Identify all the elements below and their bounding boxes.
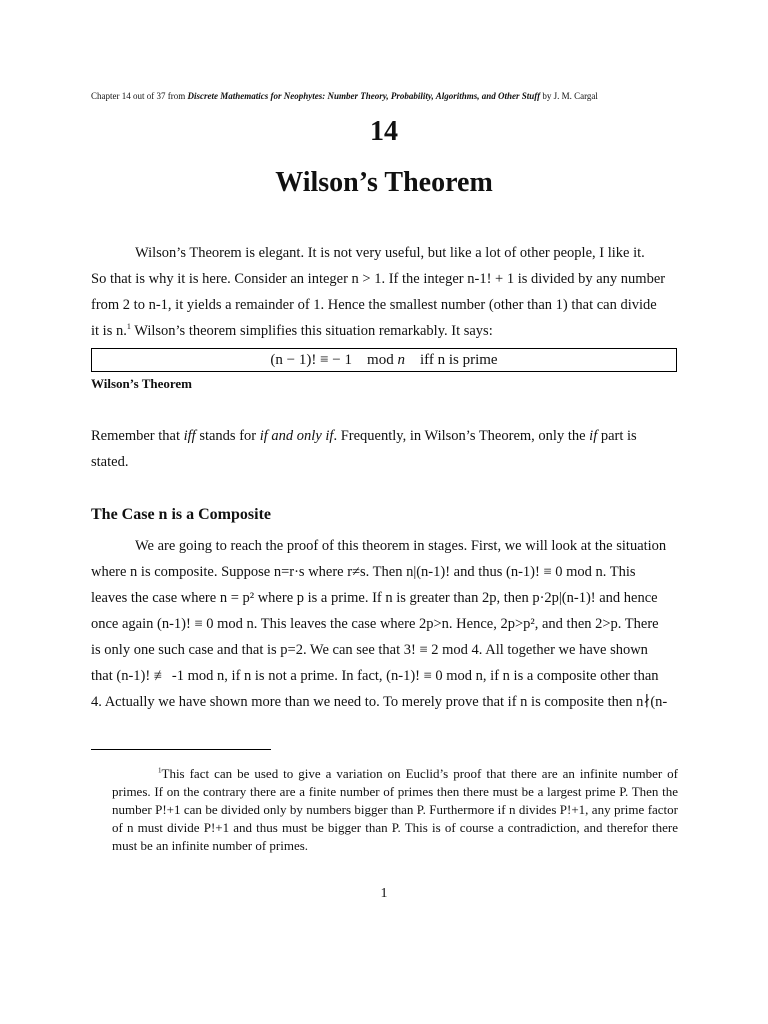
- header-prefix: Chapter 14 out of 37 from: [91, 91, 188, 101]
- section-heading: The Case n is a Composite: [91, 506, 272, 523]
- intro-line: So that is why it is here. Consider an integer n > 1. If the integer n-1! + 1 is divided by any number: [91, 271, 666, 287]
- footnote-reference: 1: [126, 322, 131, 332]
- footnote: [112, 765, 678, 855]
- intro-line: it is n.$^1$ Wilson’s theorem simplifies this situation remarkably. It says:: [91, 322, 493, 339]
- composite-line: once again (n-1)! ≡ 0 mod n. This leaves the case where 2p>n. Hence, 2p>p², and then 2>p. There: [91, 616, 659, 632]
- footnote-divider: [91, 749, 271, 750]
- formula-mod: mod: [367, 352, 398, 368]
- formula-modulus: n: [397, 352, 405, 368]
- theorem-label: Wilson’s Theorem: [91, 376, 193, 391]
- composite-line: is only one such case and that is p=2. We can see that 3! ≡ 2 mod 4. All together we have shown: [91, 642, 648, 658]
- book-title: Discrete Mathematics for Neophytes: Number Theory, Probability, Algorithms, and Other Stuff: [187, 91, 541, 101]
- formula-condition: iff n is prime: [419, 352, 498, 368]
- footnote-number: 1: [158, 766, 162, 775]
- formula-left: (n − 1)! ≡ − 1: [270, 352, 353, 368]
- theorem-formula-box: [91, 348, 677, 372]
- chapter-title: Wilson’s Theorem: [275, 167, 493, 198]
- header-author: by J. M. Cargal: [540, 91, 598, 101]
- composite-line: where n is composite. Suppose n=r·s where r≠s. Then n|(n-1)! and thus (n-1)! ≡ 0 mod n. This: [91, 564, 636, 580]
- remember-line: stated.: [91, 454, 129, 470]
- page-number: 1: [380, 886, 388, 901]
- chapter-number: 14: [370, 116, 398, 147]
- intro-paragraph: [91, 240, 677, 344]
- composite-line: leaves the case where n = p² where p is a prime. If n is greater than 2p, then p·2p|(n-1)! and hence: [91, 590, 658, 606]
- remember-paragraph: [91, 423, 677, 475]
- composite-line: 4. Actually we have shown more than we need to. To merely prove that if n is composite then n∤(n-: [91, 694, 668, 710]
- footnote-text: This fact can be used to give a variation on Euclid’s proof that there are an infinite number of primes. If on the contrary there are a finite number of primes then there must be a largest prime P. Then the number P!+1 can be divided only by numbers bigger than P. Furthermore if n divides P!+1, any prime factor of n must divide P!+1 and thus must be bigger than P. This is of course a contradiction, and therefor there must be an infinite number of primes.: [112, 766, 678, 853]
- running-header: [91, 91, 691, 101]
- composite-paragraph: [91, 533, 677, 715]
- remember-line: Remember that iff stands for if and only if. Frequently, in Wilson’s Theorem, only the if part is: [91, 428, 637, 444]
- composite-line: that (n-1)! ≢ -1 mod n, if n is not a prime. In fact, (n-1)! ≡ 0 mod n, if n is a composite other than: [91, 668, 659, 684]
- intro-line: Wilson’s Theorem is elegant. It is not very useful, but like a lot of other people, I like it.: [135, 245, 645, 261]
- intro-line: from 2 to n-1, it yields a remainder of 1. Hence the smallest number (other than 1) that can divide: [91, 297, 657, 313]
- composite-line: We are going to reach the proof of this theorem in stages. First, we will look at the situation: [135, 538, 667, 554]
